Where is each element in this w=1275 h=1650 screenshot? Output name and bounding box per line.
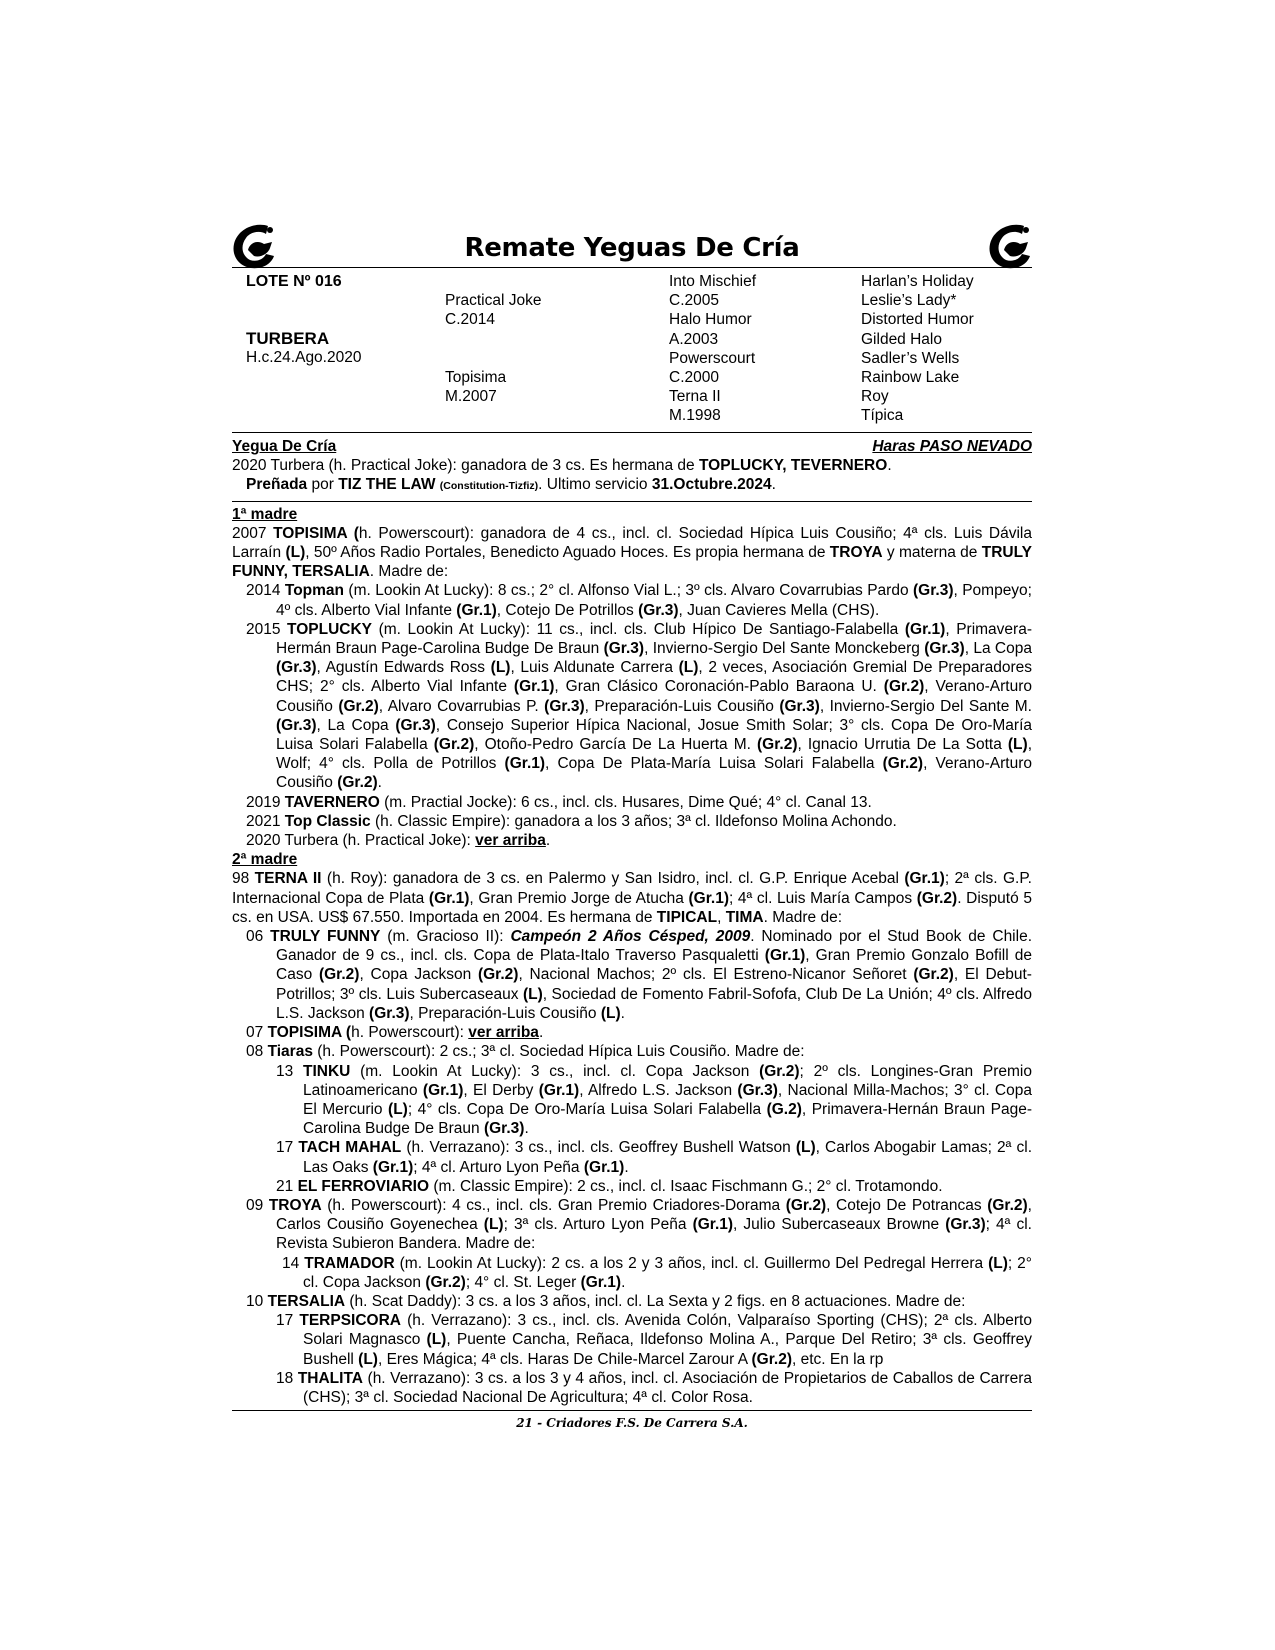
breeding-section [232, 437, 1032, 497]
grandparent-name: Terna II [669, 388, 721, 406]
offspring-entry: 17 TACH MAHAL (h. Verrazano): 3 cs., incl. cls. Geoffrey Bushell Watson (L), Carlos Abogabir Lamas; 2ª cl. Las Oaks (Gr.1); 4ª cl. Arturo Lyon Peña (Gr.1). [276, 1139, 1032, 1176]
offspring-entry: 14 TRAMADOR (m. Lookin At Lucky): 2 cs. a los 2 y 3 años, incl. cl. Guillermo Del Pedregal Herrera (L); 2° cl. Copa Jackson (Gr.2); 4° cl. St. Leger (Gr.1). [282, 1254, 1032, 1291]
second-dam-section [232, 850, 1032, 1407]
great-grandparent: Gilded Halo [861, 330, 942, 348]
offspring-entry: 09 TROYA (h. Powerscourt): 4 cs., incl. cls. Gran Premio Criadores-Dorama (Gr.2), Cotejo De Potrancas (Gr.2), Carlos Cousiño Goyenechea (L); 3ª cls. Arturo Lyon Peña (Gr.1), Julio Subercaseaux Browne (Gr.3); 4ª cl. Revista Subieron Bandera. Madre de: [246, 1196, 1032, 1253]
great-grandparent: Típica [861, 407, 904, 425]
offspring-entry: 13 TINKU (m. Lookin At Lucky): 3 cs., incl. cl. Copa Jackson (Gr.2); 2º cls. Longines-Gran Premio Latinoamericano (Gr.1), El Derby (Gr.1), Alfredo L.S. Jackson (Gr.3), Nacional Milla-Machos; 3° cl. Copa El Mercurio (L); 4° cls. Copa De Oro-María Luisa Solari Falabella (G.2), Primavera-Hernán Braun Page-Carolina Budge De Braun (Gr.3). [276, 1062, 1032, 1138]
lot-number: LOTE Nº 016 [246, 273, 342, 290]
offspring-entry: 2019 TAVERNERO (m. Practial Jocke): 6 cs., incl. cls. Husares, Dime Qué; 4° cl. Canal 13. [246, 793, 872, 811]
pedigree-grandparents [669, 272, 756, 426]
pedigree-table [232, 268, 1032, 432]
offspring-entry: 07 TOPISIMA (h. Powerscourt): ver arriba. [246, 1024, 544, 1042]
dam-paragraph: 98 TERNA II (h. Roy): ganadora de 3 cs. en Palermo y San Isidro, incl. cl. G.P. Enrique Acebal (Gr.1); 2ª cls. G.P. Internacional Copa de Plata (Gr.1), Gran Premio Jorge de Atucha (Gr.1); 4ª cl. Luis María Campos (Gr.2). Disputó 5 cs. en USA. US$ 67.550. Importada en 2004. Es hermana de TIPICAL, TIMA. Madre de: [232, 870, 1032, 926]
offspring-entry: 06 TRULY FUNNY (m. Gracioso II): Campeón 2 Años Césped, 2009. Nominado por el Stud Book de Chile. Ganador de 9 cs., incl. cls. Copa de Plata-Italo Traverso Pasqualetti (Gr.1), Gran Premio Gonzalo Bofill de Caso (Gr.2), Copa Jackson (Gr.2), Nacional Machos; 2º cls. El Estreno-Nicanor Señoret (Gr.2), El Debut-Potrillos; 3º cls. Luis Subercaseaux (L), Sociedad de Fomento Fabril-Sofofa, Club De La Unión; 4º cls. Alfredo L.S. Jackson (Gr.3), Preparación-Luis Cousiño (L). [246, 928, 1033, 1022]
great-grandparent: Rainbow Lake [861, 369, 960, 387]
divider [232, 501, 1032, 502]
grandparent-info: C.2000 [669, 369, 719, 387]
offspring-entry: 21 EL FERROVIARIO (m. Classic Empire): 2 cs., incl. cl. Isaac Fischmann G.; 2° cl. Trotamondo. [276, 1177, 943, 1195]
offspring-entry: 2021 Top Classic (h. Classic Empire): ganadora a los 3 años; 3ª cl. Ildefonso Molina Achondo. [246, 812, 897, 830]
section-label: Yegua De Cría [232, 438, 337, 455]
catalog-page [232, 225, 1032, 1430]
divider [232, 432, 1032, 433]
offspring-entry: 17 TERPSICORA (h. Verrazano): 3 cs., incl. cls. Avenida Colón, Valparaíso Sporting (CHS); 2ª cls. Alberto Solari Magnasco (L), Puente Cancha, Reñaca, Ildefonso Molina A., Parque Del Retiro; 3ª cls. Geoffrey Bushell (L), Eres Mágica; 4ª cls. Haras De Chile-Marcel Zarour A (Gr.2), etc. En la rp [276, 1312, 1032, 1368]
pedigree-parents [445, 272, 541, 406]
breeding-line: 2020 Turbera (h. Practical Joke): ganadora de 3 cs. Es hermana de TOPLUCKY, TEVERNERO. [232, 457, 892, 475]
page-footer: 21 - Criadores F.S. De Carrera S.A. [516, 1416, 748, 1431]
horse-logo-icon [228, 220, 280, 272]
section-label: 1ª madre [232, 505, 298, 523]
pregnancy-line: Preñada por TIZ THE LAW (Constitution-Tizfiz). Ultimo servicio 31.Octubre.2024. [246, 476, 776, 494]
great-grandparent: Harlan’s Holiday [861, 273, 974, 290]
dam-info: M.2007 [445, 388, 497, 406]
offspring-entry: 2020 Turbera (h. Practical Joke): ver arriba. [246, 832, 551, 850]
dam-paragraph: 2007 TOPISIMA (h. Powerscourt): ganadora de 4 cs., incl. cl. Sociedad Hípica Luis Cousiño; 4ª cls. Luis Dávila Larraín (L), 50º Años Radio Portales, Benedicto Aguado Hoces. Es propia hermana de TROYA y materna de TRULY FUNNY, TERSALIA. Madre de: [232, 524, 1032, 581]
offspring-entry: 10 TERSALIA (h. Scat Daddy): 3 cs. a los 3 años, incl. cl. La Sexta y 2 figs. en 8 actuaciones. Madre de: [246, 1292, 966, 1310]
horse-logo-icon [984, 220, 1036, 272]
divider [232, 1410, 1032, 1411]
sire-name: Practical Joke [445, 292, 542, 310]
grandparent-name: Into Mischief [669, 273, 757, 290]
grandparent-info: C.2005 [669, 292, 719, 310]
pedigree-great-grandparents [861, 272, 974, 426]
offspring-entry: 08 Tiaras (h. Powerscourt): 2 cs.; 3ª cl. Sociedad Hípica Luis Cousiño. Madre de: [246, 1043, 805, 1061]
grandparent-info: M.1998 [669, 407, 721, 425]
dam-name: Topisima [445, 369, 507, 387]
page-title: Remate Yeguas De Cría [464, 233, 800, 263]
offspring-entry: 18 THALITA (h. Verrazano): 3 cs. a los 3 y 4 años, incl. cl. Asociación de Propietarios de Caballos de Carrera (CHS); 3ª cl. Sociedad Nacional De Agricultura; 4ª cl. Color Rosa. [276, 1369, 1032, 1406]
horse-name: TURBERA [246, 329, 330, 349]
horse-info: H.c.24.Ago.2020 [246, 349, 362, 367]
great-grandparent: Distorted Humor [861, 311, 974, 329]
sire-info: C.2014 [445, 311, 495, 329]
pedigree-horse [246, 272, 361, 368]
grandparent-name: Halo Humor [669, 311, 752, 329]
great-grandparent: Roy [861, 388, 889, 406]
offspring-entry: 2014 Topman (m. Lookin At Lucky): 8 cs.; 2° cl. Alfonso Vial L.; 3º cls. Alvaro Covarrubias Pardo (Gr.3), Pompeyo; 4º cls. Alberto Vial Infante (Gr.1), Cotejo De Potrillos (Gr.3), Juan Cavieres Mella (CHS). [246, 582, 1032, 619]
grandparent-name: Powerscourt [669, 349, 756, 367]
grandparent-info: A.2003 [669, 330, 719, 348]
haras-name: Haras PASO NEVADO [872, 438, 1032, 455]
offspring-entry: 2015 TOPLUCKY (m. Lookin At Lucky): 11 cs., incl. cls. Club Hípico De Santiago-Falabella (Gr.1), Primavera-Hermán Braun Page-Carolina Budge De Braun (Gr.3), Invierno-Sergio Del Sante Monckeberg (Gr.3), La Copa (Gr.3), Agustín Edwards Ross (L), Luis Aldunate Carrera (L), 2 veces, Asociación Gremial De Preparadores CHS; 2° cls. Alberto Vial Infante (Gr.1), Gran Clásico Coronación-Pablo Baraona U. (Gr.2), Verano-Arturo Cousiño (Gr.2), Alvaro Covarrubias P. (Gr.3), Preparación-Luis Cousiño (Gr.3), Invierno-Sergio Del Sante M. (Gr.3), La Copa (Gr.3), Consejo Superior Hípica Nacional, Josue Smith Solar; 3° cls. Copa De Oro-María Luisa Solari Falabella (Gr.2), Otoño-Pedro García De La Huerta M. (Gr.2), Ignacio Urrutia De La Sotta (L), Wolf; 4° cls. Polla de Potrillos (Gr.1), Copa De Plata-María Luisa Solari Falabella (Gr.2), Verano-Arturo Cousiño (Gr.2). [246, 620, 1033, 792]
section-label: 2ª madre [232, 851, 298, 869]
first-dam-section [232, 505, 1032, 851]
great-grandparent: Sadler’s Wells [861, 349, 960, 367]
great-grandparent: Leslie’s Lady* [861, 292, 957, 310]
